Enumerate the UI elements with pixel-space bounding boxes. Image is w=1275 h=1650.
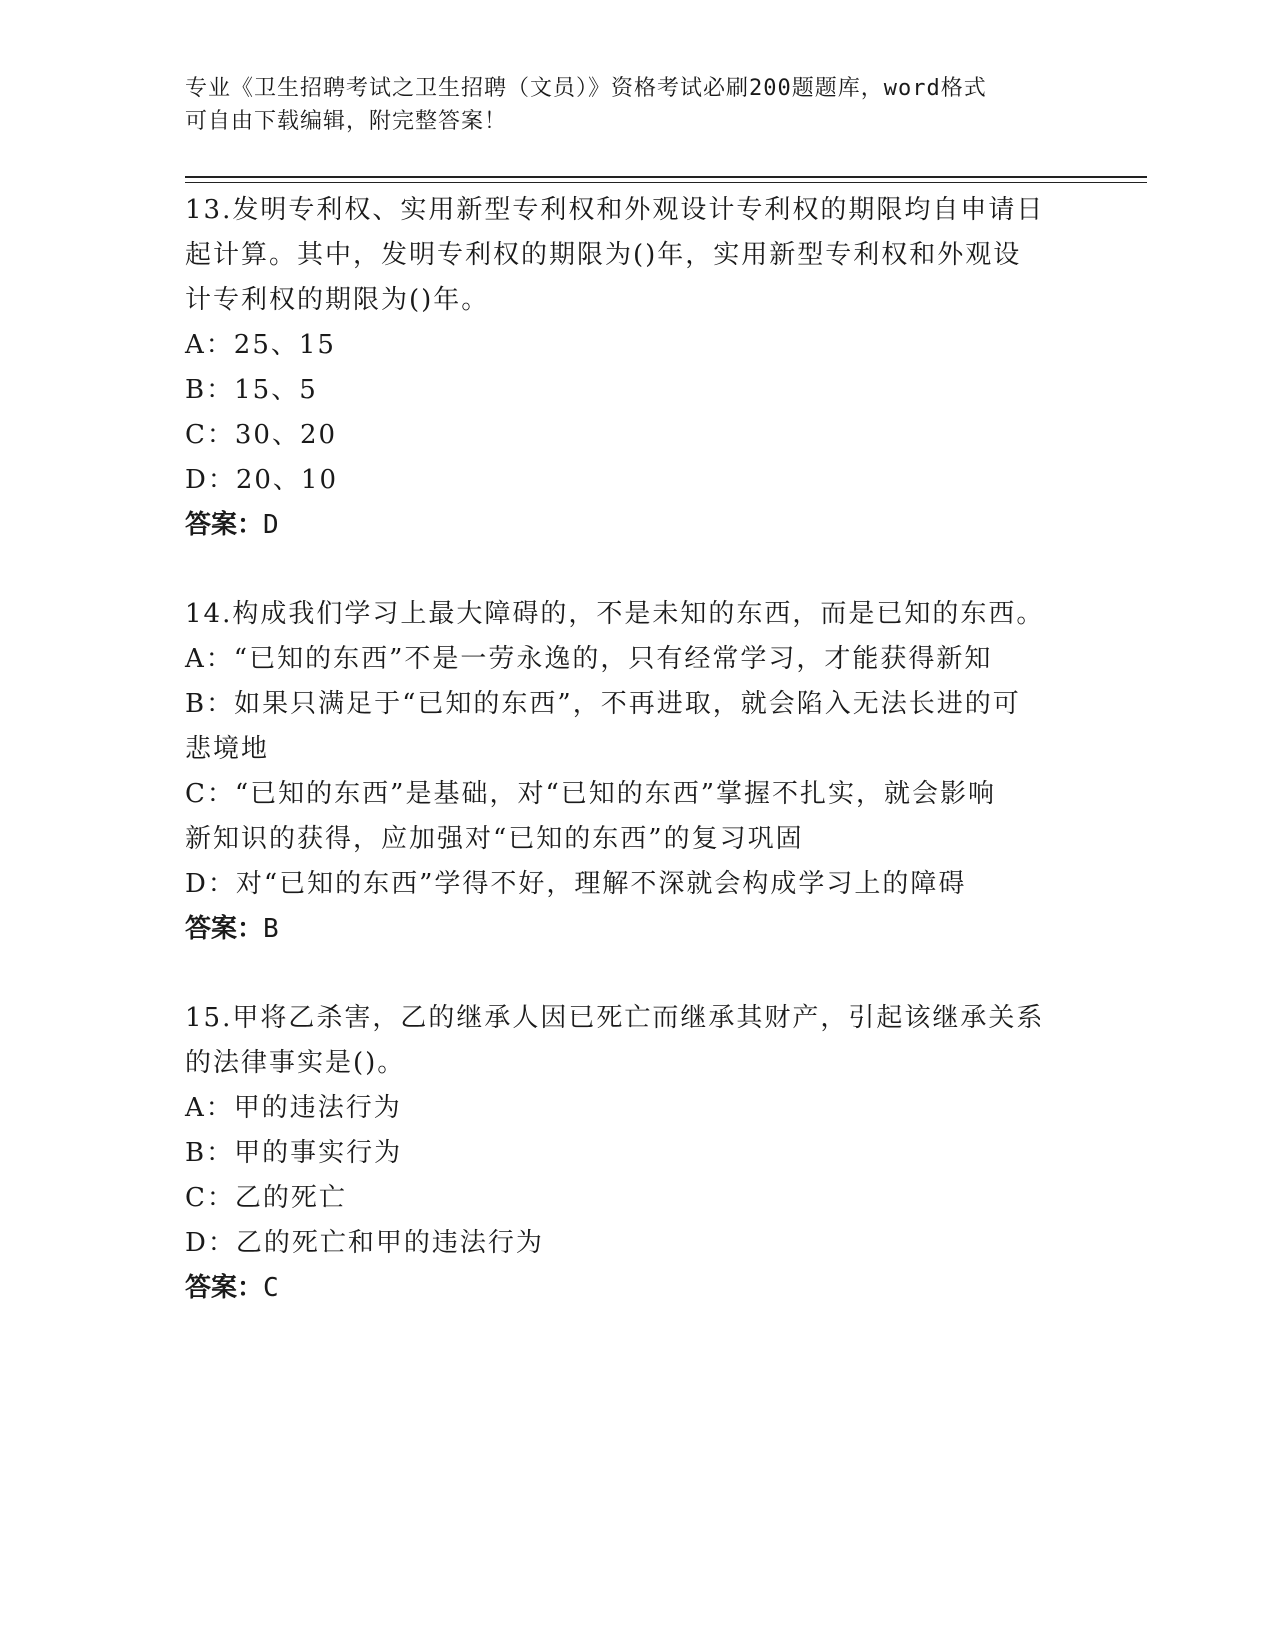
option-a: A：25、15: [185, 330, 336, 360]
answer-label: 答案：: [185, 914, 264, 944]
option-c: C：“已知的东西”是基础，对“已知的东西”掌握不扎实，就会影响: [185, 779, 997, 809]
question-text: 14.构成我们学习上最大障碍的，不是未知的东西，而是已知的东西。: [185, 599, 1045, 629]
question-text: 的法律事实是()。: [185, 1048, 406, 1078]
answer-value: D: [263, 510, 279, 540]
answer-label: 答案：: [185, 510, 264, 540]
question-list: [185, 188, 1085, 1355]
answer-value: C: [263, 1273, 279, 1303]
option-d: D：20、10: [185, 465, 339, 495]
answer-value: B: [263, 914, 279, 944]
header-divider: [185, 176, 1147, 178]
question-item: [185, 188, 1085, 548]
option-d: D：乙的死亡和甲的违法行为: [185, 1228, 544, 1258]
question-text: 计专利权的期限为()年。: [185, 285, 490, 315]
option-a: A：甲的违法行为: [185, 1093, 402, 1123]
option-d: D：对“已知的东西”学得不好，理解不深就会构成学习上的障碍: [185, 869, 967, 899]
option-b: B：如果只满足于“已知的东西”，不再进取，就会陷入无法长进的可: [185, 689, 1021, 719]
option-c: C：乙的死亡: [185, 1183, 347, 1213]
answer-line: [185, 503, 1085, 548]
question-item: [185, 996, 1085, 1311]
header-divider: [185, 182, 1147, 183]
option-b: B：15、5: [185, 375, 318, 405]
answer-line: [185, 907, 1085, 952]
option-c-continued: 新知识的获得，应加强对“已知的东西”的复习巩固: [185, 824, 804, 854]
answer-label: 答案：: [185, 1273, 264, 1303]
option-c: C：30、20: [185, 420, 338, 450]
header-line: 可自由下载编辑，附完整答案！: [185, 109, 508, 134]
document-header: [185, 72, 1065, 138]
header-line: 专业《卫生招聘考试之卫生招聘（文员）》资格考试必刷200题题库，word格式: [185, 76, 987, 101]
question-item: [185, 592, 1085, 952]
option-a: A：“已知的东西”不是一劳永逸的，只有经常学习，才能获得新知: [185, 644, 993, 674]
answer-line: [185, 1266, 1085, 1311]
option-b-continued: 悲境地: [185, 734, 270, 764]
question-text: 15.甲将乙杀害，乙的继承人因已死亡而继承其财产，引起该继承关系: [185, 1003, 1045, 1033]
question-text: 13.发明专利权、实用新型专利权和外观设计专利权的期限均自申请日: [185, 195, 1045, 225]
question-text: 起计算。其中，发明专利权的期限为()年，实用新型专利权和外观设: [185, 240, 1022, 270]
option-b: B：甲的事实行为: [185, 1138, 403, 1168]
